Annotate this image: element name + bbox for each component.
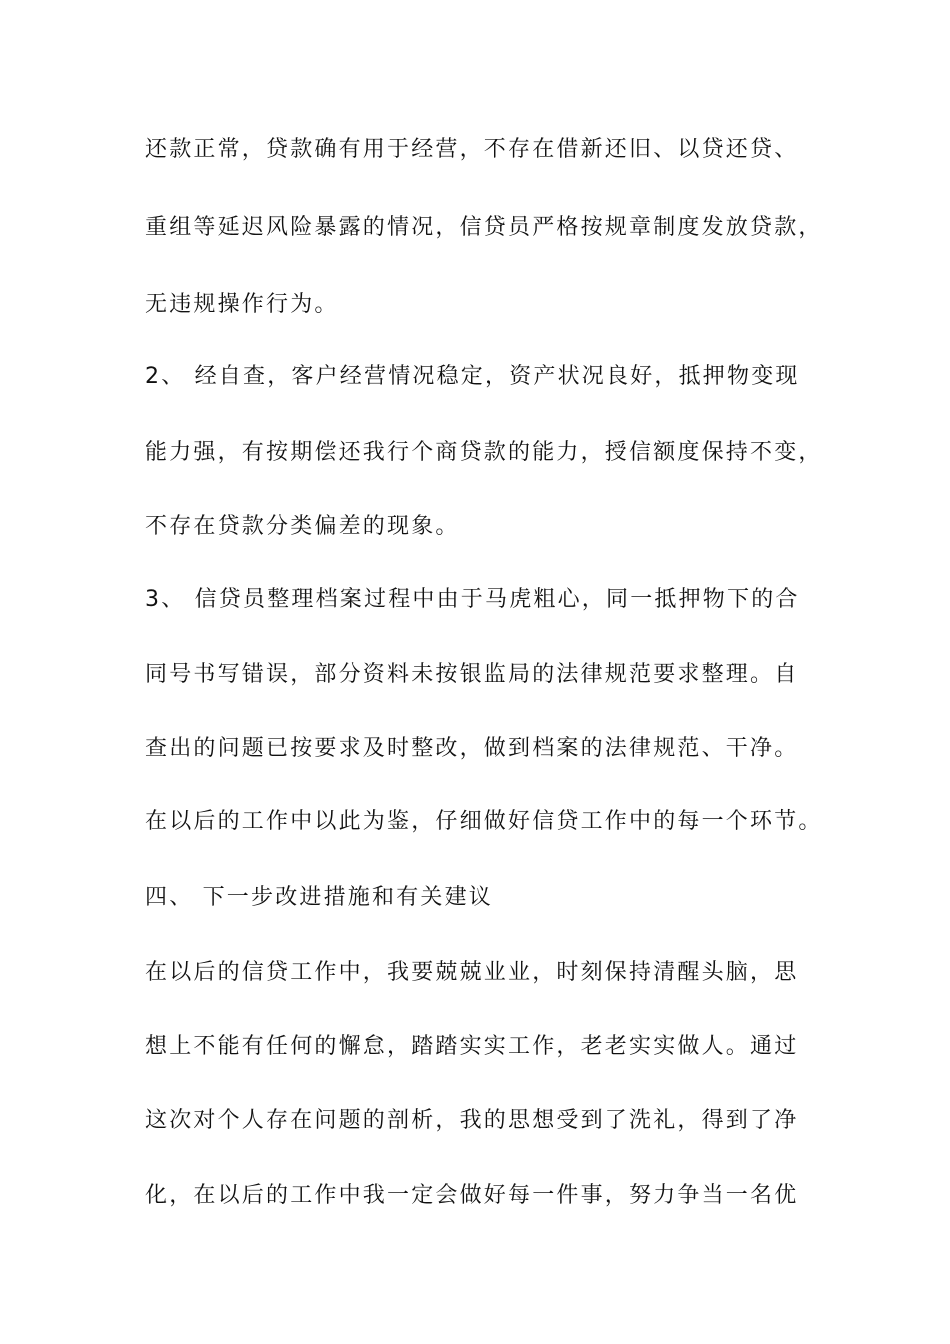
text-line: 不存在贷款分类偏差的现象。 — [145, 514, 460, 539]
text-line: 化，在以后的工作中我一定会做好每一件事，努力争当一名优 — [145, 1183, 799, 1208]
text-line: 查出的问题已按要求及时整改，做到档案的法律规范、干净。 — [145, 736, 799, 761]
list-item-3: 3、 信贷员整理档案过程中由于马虎粗心，同一抵押物下的合 — [145, 587, 800, 612]
section-heading: 四、 下一步改进措施和有关建议 — [145, 885, 493, 910]
text-line: 无违规操作行为。 — [145, 292, 339, 317]
text-line: 还款正常，贷款确有用于经营，不存在借新还旧、以贷还贷、 — [145, 137, 799, 162]
text-line: 这次对个人存在问题的剖析，我的思想受到了洗礼，得到了净 — [145, 1108, 799, 1133]
list-item-2: 2、 经自查，客户经营情况稳定，资产状况良好，抵押物变现 — [145, 364, 800, 389]
text-line: 想上不能有任何的懈怠，踏踏实实工作，老老实实做人。通过 — [145, 1034, 799, 1059]
text-line: 在以后的信贷工作中，我要兢兢业业，时刻保持清醒头脑，思 — [145, 960, 799, 985]
text-line: 在以后的工作中以此为鉴，仔细做好信贷工作中的每一个环节。 — [145, 809, 823, 834]
text-line: 重组等延迟风险暴露的情况，信贷员严格按规章制度发放贷款， — [145, 215, 823, 240]
text-line: 能力强，有按期偿还我行个商贷款的能力，授信额度保持不变， — [145, 440, 823, 465]
text-line: 同号书写错误，部分资料未按银监局的法律规范要求整理。自 — [145, 662, 799, 687]
